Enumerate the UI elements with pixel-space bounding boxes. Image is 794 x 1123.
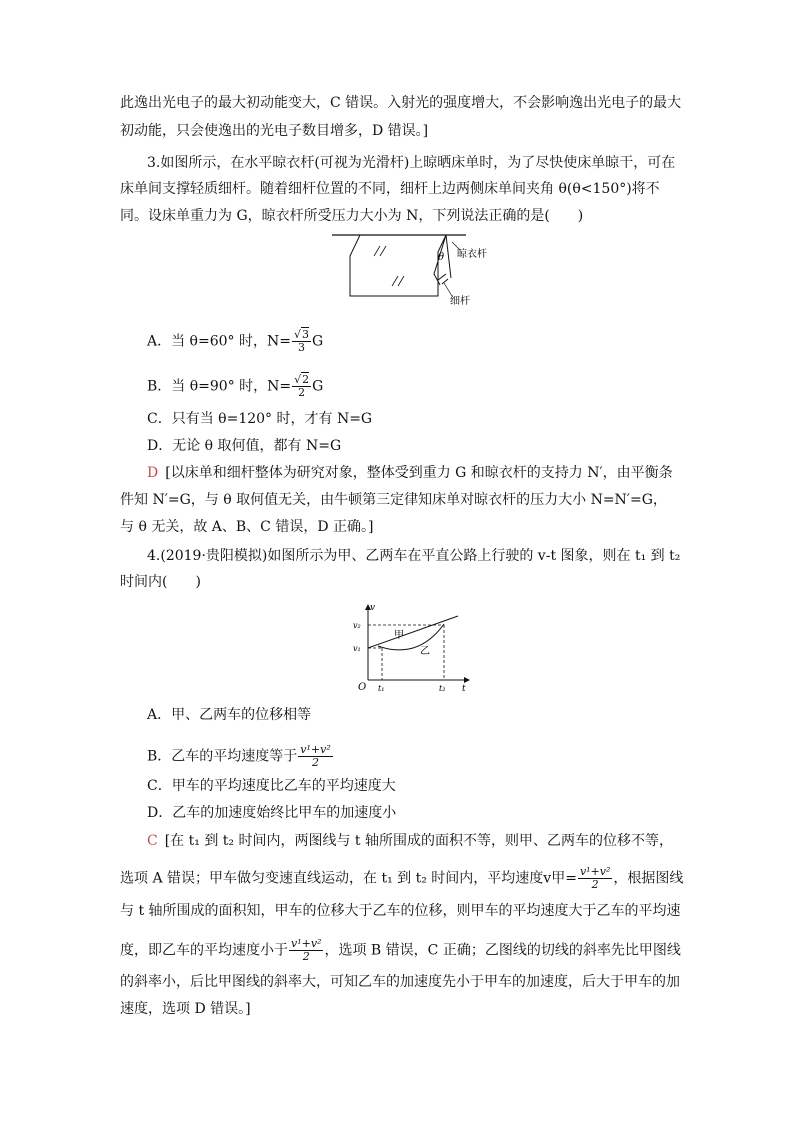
q4-answer-line-5: 的斜率小，后比甲图线的斜率大，可知乙车的加速度先小于甲车的加速度，后大于甲车的加 <box>120 974 680 990</box>
q3-option-c: C．只有当 θ=120° 时，才有 N=G <box>147 411 373 427</box>
q3-figure-bedsheet <box>330 228 500 310</box>
q3-stem-line-1: 3.如图所示，在水平晾衣杆(可视为光滑杆)上晾晒床单时，为了尽快使床单晾干，可在 <box>147 155 676 171</box>
t2-label: t₂ <box>439 684 446 693</box>
q4-answer-line-2: 选项 A 错误；甲车做匀变速直线运动，在 t₁ 到 t₂ 时间内，平均速度v甲= $\frac{\text{v¹+v²}}{2}$ ，根据图线 <box>120 865 684 891</box>
prev-answer-line-1: 此逸出光电子的最大初动能变大，C 错误。入射光的强度增大，不会影响逸出光电子的最大 <box>120 95 682 111</box>
prev-answer-line-2: 初动能，只会使逸出的光电子数目增多，D 错误。] <box>120 123 429 139</box>
pole-label: 晾衣杆 <box>457 249 487 260</box>
t1-label: t₁ <box>378 684 385 693</box>
q4-option-b: B．乙车的平均速度等于 $\frac{\text{v¹+v²}}{2}$ <box>147 743 331 769</box>
q4-option-d: D．乙车的加速度始终比甲车的加速度小 <box>147 805 397 821</box>
q4-stem-line-1: 4.(2019·贵阳模拟)如图所示为甲、乙两车在平直公路上行驶的 v-t 图象，则在 t₁ 到 t₂ <box>147 548 681 564</box>
q4-answer-line-1: C [在 t₁ 到 t₂ 时间内，两图线与 t 轴所围成的面积不等，则甲、乙两车的位移不等， <box>147 833 673 849</box>
q4-option-c: C．甲车的平均速度比乙车的平均速度大 <box>147 778 396 794</box>
q4-vt-graph <box>348 602 474 694</box>
q4-answer-line-3: 与 t 轴所围成的面积知，甲车的位移大于乙车的位移，则甲车的平均速度大于乙车的平均速 <box>120 903 681 919</box>
jia-label: 甲 <box>394 630 404 641</box>
q4-answer-line-6: 速度，选项 D 错误。] <box>120 1001 251 1017</box>
q3-answer-letter: D <box>147 465 159 481</box>
q4-answer-letter: C <box>147 833 158 849</box>
curve-yi <box>378 624 444 650</box>
q3-answer-line-3: 与 θ 无关，故 A、B、C 错误，D 正确。] <box>120 519 374 535</box>
q4-stem-line-2: 时间内( ) <box>120 574 201 590</box>
q3-stem-line-3: 同。设床单重力为 G，晾衣杆所受压力大小为 N，下列说法正确的是( ) <box>120 208 584 224</box>
q3-stem-line-2: 床单间支撑轻质细杆。随着细杆位置的不同，细杆上边两侧床单间夹角 θ(θ<150°)将不 <box>120 181 660 197</box>
theta-label: θ <box>438 252 445 263</box>
yi-label: 乙 <box>420 646 430 657</box>
q4-answer-line-4: 度，即乙车的平均速度小于 $\frac{\text{v¹+v²}}{2}$ ，选项 B 错误，C 正确；乙图线的切线的斜率先比甲图线 <box>120 937 681 963</box>
v-axis-label: v <box>370 603 376 613</box>
line-jia <box>368 616 458 648</box>
v1-label: v₁ <box>353 644 361 653</box>
q3-answer-line-2: 件知 N′=G，与 θ 取何值无关，由牛顿第三定律知床单对晾衣杆的压力大小 N=N′=G， <box>120 492 667 508</box>
q4-option-a: A．甲、乙两车的位移相等 <box>147 707 312 723</box>
stick-line <box>446 235 451 278</box>
stick-label: 细杆 <box>450 296 470 307</box>
v2-label: v₂ <box>353 621 361 630</box>
q3-option-d: D．无论 θ 取何值，都有 N=G <box>147 438 342 454</box>
t-axis-label: t <box>462 684 466 694</box>
origin-label: O <box>358 682 367 693</box>
q3-option-b: B．当 θ=90° 时，N= $\frac{√2}{2}$ G <box>147 373 324 399</box>
q3-answer-line-1: D [以床单和细杆整体为研究对象，整体受到重力 G 和晾衣杆的支持力 N′，由平衡条 <box>147 465 673 481</box>
sheet-left <box>350 235 446 296</box>
q3-option-a: A．当 θ=60° 时，N= $\frac{√3}{3}$ G <box>147 328 324 354</box>
